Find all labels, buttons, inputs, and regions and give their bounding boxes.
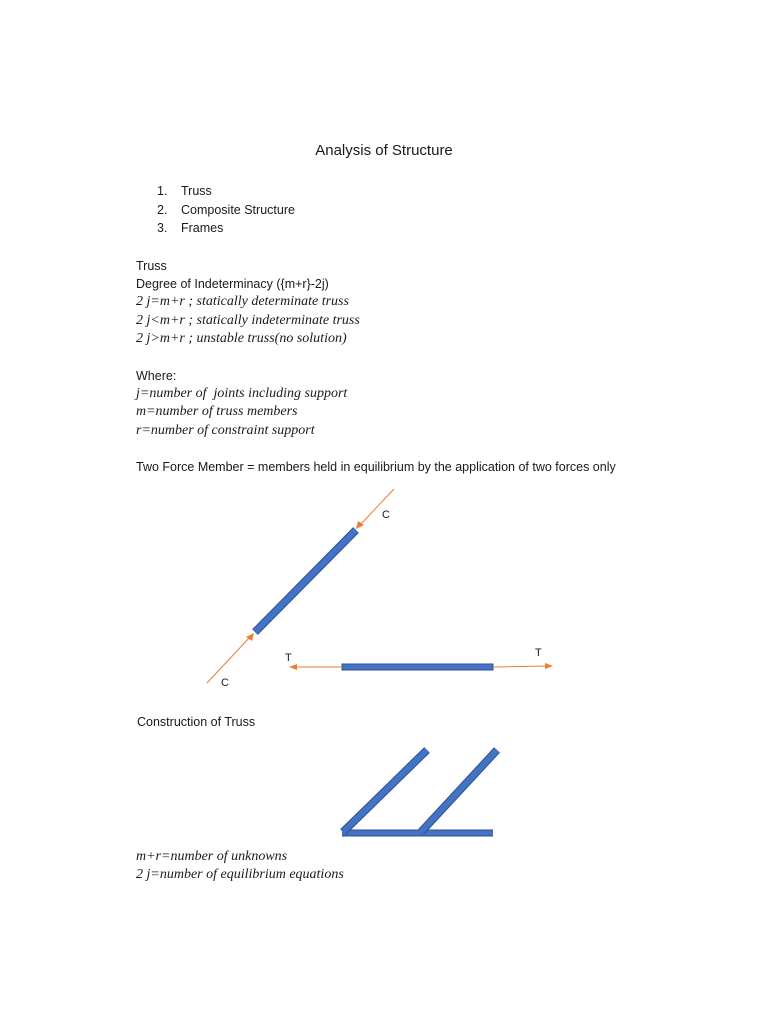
list-number: 2. xyxy=(157,202,168,217)
indeterminacy-text: Degree of Indeterminacy ({m+r}-2j) xyxy=(136,277,329,292)
equation-unknowns: m+r=number of unknowns xyxy=(136,849,288,864)
list-number: 1. xyxy=(157,184,168,198)
arrow-left-head xyxy=(289,664,297,670)
where-heading: Where: xyxy=(136,369,177,383)
page-title: Analysis of Structure xyxy=(315,142,453,159)
definition-m: m=number of truss members xyxy=(136,404,298,420)
truss-member-left xyxy=(343,750,427,832)
construction-heading: Construction of Truss xyxy=(137,715,256,729)
definition-j: j=number of joints including support xyxy=(136,386,348,402)
equation-determinate: 2 j=m+r ; statically determinate truss xyxy=(136,294,349,310)
list-label: Composite Structure xyxy=(181,202,295,217)
list-number: 3. xyxy=(157,221,168,235)
diagonal-member-fill xyxy=(255,530,356,632)
label-t-right: T xyxy=(535,647,542,659)
arrow-right-head xyxy=(545,663,553,669)
equations-section xyxy=(136,848,344,884)
list-label: Truss xyxy=(181,184,212,198)
truss-heading: Truss xyxy=(136,259,167,273)
label-c-top: C xyxy=(382,509,390,521)
definition-r: r=number of constraint support xyxy=(136,422,315,438)
equation-indeterminate: 2 j<m+r ; statically indeterminate truss xyxy=(136,312,360,328)
truss-member-right xyxy=(421,750,497,832)
truss-member-left-fill xyxy=(343,750,427,832)
truss-member-right-fill xyxy=(421,750,497,832)
equation-equilibrium: 2 j=number of equilibrium equations xyxy=(136,867,344,883)
label-t-left: T xyxy=(285,652,292,664)
arrow-right-line xyxy=(494,666,546,667)
horizontal-member xyxy=(342,664,493,670)
equation-unstable: 2 j>m+r ; unstable truss(no solution) xyxy=(136,330,347,346)
list-label: Frames xyxy=(181,221,224,235)
label-c-bottom: C xyxy=(221,677,229,689)
two-force-member-text: Two Force Member = members held in equilibrium by the application of two forces only xyxy=(136,460,616,474)
